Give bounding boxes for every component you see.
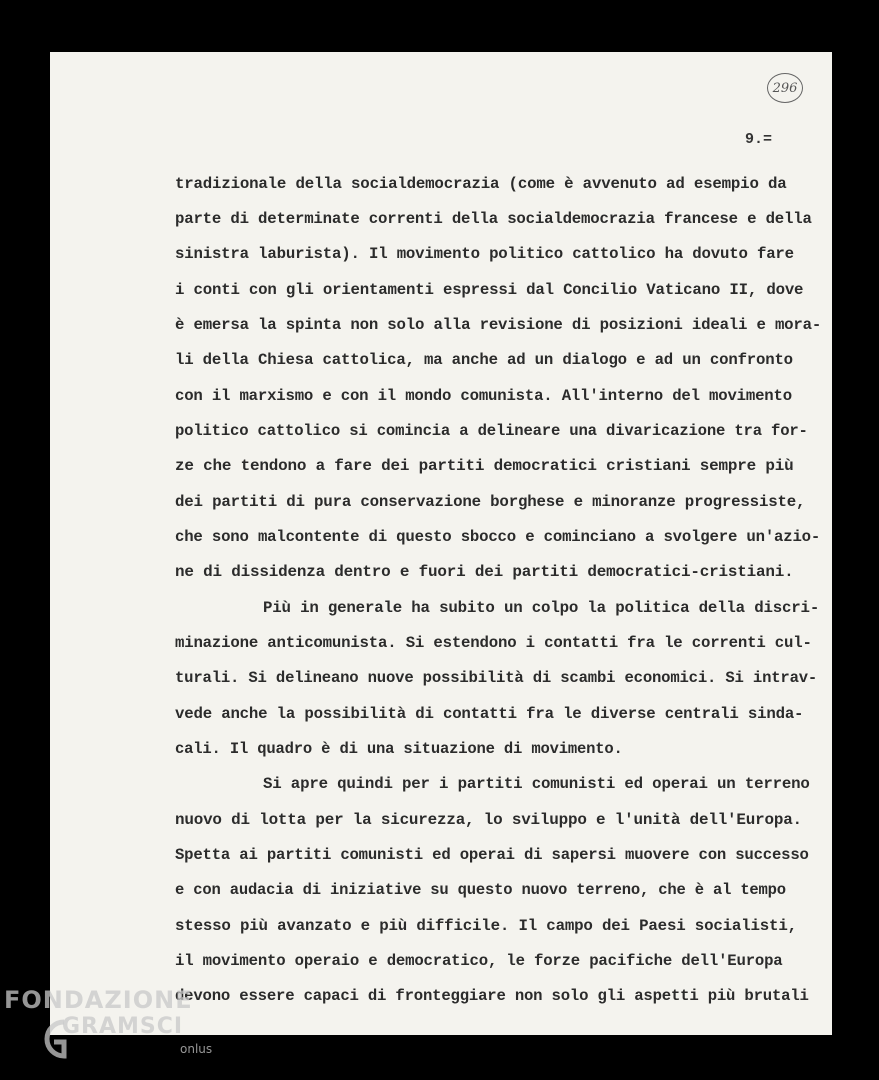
watermark-line-1: FONDAZIONE (4, 986, 193, 1014)
text-line: Più in generale ha subito un colpo la politica della discri- (263, 599, 820, 617)
text-line: tradizionale della socialdemocrazia (come è avvenuto ad esempio da (175, 175, 787, 193)
text-line: vede anche la possibilità di contatti fra le diverse centrali sinda- (175, 705, 804, 723)
text-line: è emersa la spinta non solo alla revisione di posizioni ideali e mora- (175, 316, 822, 334)
text-line: devono essere capaci di fronteggiare non solo gli aspetti più brutali (175, 987, 809, 1005)
text-line: minazione anticomunista. Si estendono i contatti fra le correnti cul- (175, 634, 812, 652)
text-line: dei partiti di pura conservazione borghese e minoranze progressiste, (175, 493, 806, 511)
text-line: parte di determinate correnti della socialdemocrazia francese e della (175, 210, 812, 228)
text-line: ze che tendono a fare dei partiti democratici cristiani sempre più (175, 457, 794, 475)
page-number: 9.= (745, 131, 773, 148)
text-line: con il marxismo e con il mondo comunista. All'interno del movimento (175, 387, 792, 405)
text-line: ne di dissidenza dentro e fuori dei partiti democratici-cristiani. (175, 563, 794, 581)
text-line: Si apre quindi per i partiti comunisti ed operai un terreno (263, 775, 810, 793)
text-line: sinistra laburista). Il movimento politico cattolico ha dovuto fare (175, 245, 794, 263)
archive-stamp: 296 (767, 73, 803, 103)
text-line: che sono malcontente di questo sbocco e cominciano a svolgere un'azio- (175, 528, 821, 546)
text-line: i conti con gli orientamenti espressi dal Concilio Vaticano II, dove (175, 281, 804, 299)
text-line: e con audacia di iniziative su questo nuovo terreno, che è al tempo (175, 881, 786, 899)
text-line: turali. Si delineano nuove possibilità di scambi economici. Si intrav- (175, 669, 818, 687)
watermark-line-2: GRAMSCI (62, 1014, 184, 1039)
text-line: Spetta ai partiti comunisti ed operai di sapersi muovere con successo (175, 846, 809, 864)
text-line: politico cattolico si comincia a delineare una divaricazione tra for- (175, 422, 808, 440)
fondazione-gramsci-watermark (4, 984, 254, 1080)
text-line: nuovo di lotta per la sicurezza, lo sviluppo e l'unità dell'Europa. (175, 811, 802, 829)
text-line: stesso più avanzato e più difficile. Il campo dei Paesi socialisti, (175, 917, 797, 935)
watermark-line-3: onlus (180, 1042, 213, 1056)
text-line: il movimento operaio e democratico, le forze pacifiche dell'Europa (175, 952, 783, 970)
text-line: cali. Il quadro è di una situazione di movimento. (175, 740, 623, 758)
text-line: li della Chiesa cattolica, ma anche ad un dialogo e ad un confronto (175, 351, 793, 369)
